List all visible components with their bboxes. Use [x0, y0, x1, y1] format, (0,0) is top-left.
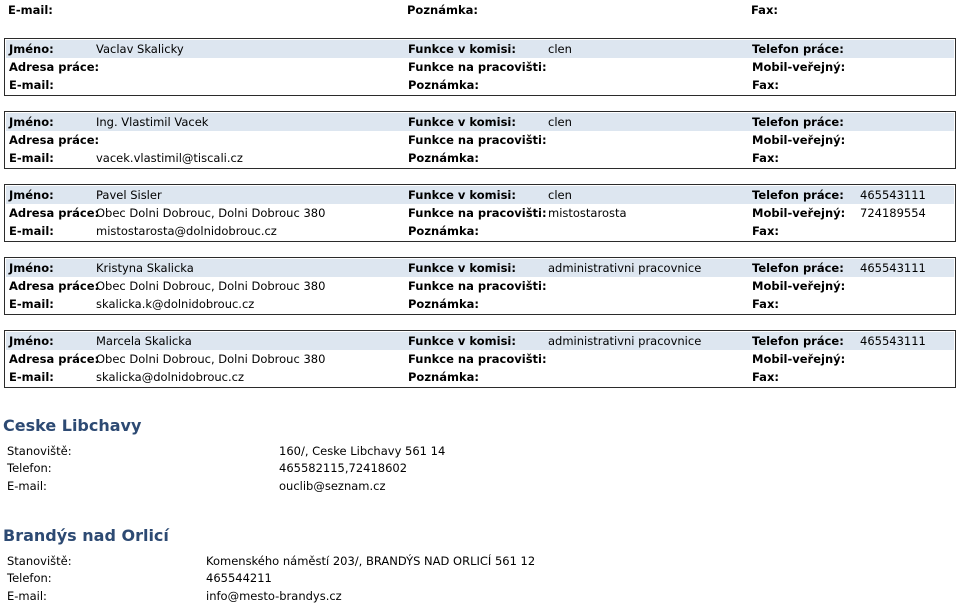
- poznamka-label: Poznámka:: [407, 3, 478, 17]
- partial-card-last-row: [5, 1, 955, 19]
- email-label: E-mail:: [8, 3, 53, 17]
- email-value: mistostarosta@dolnidobrouc.cz: [96, 224, 277, 238]
- info-row-stanoviste: [7, 442, 907, 460]
- funkce-komise-value: clen: [548, 42, 572, 56]
- info-row-telefon: [7, 459, 907, 477]
- fax-label: Fax:: [752, 78, 779, 92]
- telefon-prace-value: 465543111: [860, 188, 926, 202]
- jmeno-value: Pavel Sisler: [96, 188, 162, 202]
- fax-label: Fax:: [752, 370, 779, 384]
- telefon-label: Telefon:: [7, 461, 52, 475]
- person-row-email: [6, 76, 954, 94]
- funkce-pracovisti-label: Funkce na pracovišti:: [408, 133, 547, 147]
- funkce-pracovisti-label: Funkce na pracovišti:: [408, 60, 547, 74]
- telefon-prace-value: 465543111: [860, 334, 926, 348]
- person-row-address: [6, 350, 954, 368]
- email-label: E-mail:: [9, 151, 54, 165]
- poznamka-label: Poznámka:: [408, 370, 479, 384]
- mobil-label: Mobil-veřejný:: [752, 279, 846, 293]
- funkce-komise-value: administrativni pracovnice: [548, 334, 702, 348]
- email-label: E-mail:: [9, 370, 54, 384]
- person-card: [4, 257, 956, 315]
- info-row-email: [7, 477, 907, 495]
- funkce-komise-label: Funkce v komisi:: [408, 334, 516, 348]
- poznamka-label: Poznámka:: [408, 151, 479, 165]
- jmeno-value: Marcela Skalicka: [96, 334, 192, 348]
- funkce-komise-label: Funkce v komisi:: [408, 42, 516, 56]
- person-row-name: [6, 186, 954, 204]
- funkce-pracovisti-value: mistostarosta: [548, 206, 627, 220]
- jmeno-label: Jméno:: [9, 42, 54, 56]
- telefon-value: 465544211: [206, 571, 272, 585]
- person-row-address: [6, 277, 954, 295]
- info-row-email: [7, 587, 907, 605]
- jmeno-label: Jméno:: [9, 188, 54, 202]
- adresa-prace-label: Adresa práce:: [9, 279, 100, 293]
- funkce-pracovisti-label: Funkce na pracovišti:: [408, 206, 547, 220]
- mobil-label: Mobil-veřejný:: [752, 60, 846, 74]
- person-row-address: [6, 58, 954, 76]
- telefon-prace-label: Telefon práce:: [752, 334, 844, 348]
- poznamka-label: Poznámka:: [408, 297, 479, 311]
- person-row-name: [6, 259, 954, 277]
- funkce-komise-value: clen: [548, 188, 572, 202]
- info-row-stanoviste: [7, 552, 907, 570]
- telefon-label: Telefon:: [7, 571, 52, 585]
- telefon-prace-label: Telefon práce:: [752, 188, 844, 202]
- stanoviste-label: Stanoviště:: [7, 554, 72, 568]
- stanoviste-value: Komenského náměstí 203/, BRANDÝS NAD ORLICÍ 561 12: [206, 554, 536, 568]
- adresa-prace-value: Obec Dolni Dobrouc, Dolni Dobrouc 380: [96, 206, 326, 220]
- email-label: E-mail:: [9, 78, 54, 92]
- email-label: E-mail:: [7, 479, 47, 493]
- person-row-address: [6, 131, 954, 149]
- person-row-email: [6, 222, 954, 240]
- telefon-prace-value: 465543111: [860, 261, 926, 275]
- adresa-prace-value: Obec Dolni Dobrouc, Dolni Dobrouc 380: [96, 352, 326, 366]
- telefon-value: 465582115,72418602: [279, 461, 408, 475]
- email-value: skalicka@dolnidobrouc.cz: [96, 370, 245, 384]
- funkce-pracovisti-label: Funkce na pracovišti:: [408, 279, 547, 293]
- mobil-label: Mobil-veřejný:: [752, 133, 846, 147]
- person-card: [4, 184, 956, 242]
- person-row-name: [6, 40, 954, 58]
- fax-label: Fax:: [752, 224, 779, 238]
- funkce-komise-value: clen: [548, 115, 572, 129]
- adresa-prace-label: Adresa práce:: [9, 206, 100, 220]
- jmeno-value: Kristyna Skalicka: [96, 261, 194, 275]
- person-card: [4, 38, 956, 96]
- email-label: E-mail:: [7, 589, 47, 603]
- jmeno-label: Jméno:: [9, 334, 54, 348]
- person-row-email: [6, 368, 954, 386]
- section-title: Ceske Libchavy: [3, 416, 142, 435]
- funkce-komise-label: Funkce v komisi:: [408, 261, 516, 275]
- poznamka-label: Poznámka:: [408, 224, 479, 238]
- stanoviste-label: Stanoviště:: [7, 444, 72, 458]
- stanoviste-value: 160/, Ceske Libchavy 561 14: [279, 444, 446, 458]
- person-row-email: [6, 295, 954, 313]
- funkce-pracovisti-label: Funkce na pracovišti:: [408, 352, 547, 366]
- mobil-value: 724189554: [860, 206, 926, 220]
- adresa-prace-label: Adresa práce:: [9, 133, 100, 147]
- funkce-komise-label: Funkce v komisi:: [408, 115, 516, 129]
- fax-label: Fax:: [752, 297, 779, 311]
- person-row-name: [6, 332, 954, 350]
- person-row-name: [6, 113, 954, 131]
- person-row-address: [6, 204, 954, 222]
- telefon-prace-label: Telefon práce:: [752, 115, 844, 129]
- adresa-prace-value: Obec Dolni Dobrouc, Dolni Dobrouc 380: [96, 279, 326, 293]
- jmeno-value: Ing. Vlastimil Vacek: [96, 115, 209, 129]
- jmeno-label: Jméno:: [9, 115, 54, 129]
- adresa-prace-label: Adresa práce:: [9, 60, 100, 74]
- email-label: E-mail:: [9, 297, 54, 311]
- person-card: [4, 330, 956, 388]
- poznamka-label: Poznámka:: [408, 78, 479, 92]
- jmeno-value: Vaclav Skalicky: [96, 42, 184, 56]
- funkce-komise-value: administrativni pracovnice: [548, 261, 702, 275]
- mobil-label: Mobil-veřejný:: [752, 206, 846, 220]
- email-value: vacek.vlastimil@tiscali.cz: [96, 151, 243, 165]
- fax-label: Fax:: [751, 3, 778, 17]
- email-label: E-mail:: [9, 224, 54, 238]
- email-value: info@mesto-brandys.cz: [206, 589, 342, 603]
- jmeno-label: Jméno:: [9, 261, 54, 275]
- person-row-email: [6, 149, 954, 167]
- telefon-prace-label: Telefon práce:: [752, 261, 844, 275]
- info-row-telefon: [7, 569, 907, 587]
- funkce-komise-label: Funkce v komisi:: [408, 188, 516, 202]
- mobil-label: Mobil-veřejný:: [752, 352, 846, 366]
- email-value: skalicka.k@dolnidobrouc.cz: [96, 297, 255, 311]
- adresa-prace-label: Adresa práce:: [9, 352, 100, 366]
- section-title: Brandýs nad Orlicí: [3, 526, 169, 545]
- email-value: ouclib@seznam.cz: [279, 479, 386, 493]
- fax-label: Fax:: [752, 151, 779, 165]
- person-card: [4, 111, 956, 169]
- telefon-prace-label: Telefon práce:: [752, 42, 844, 56]
